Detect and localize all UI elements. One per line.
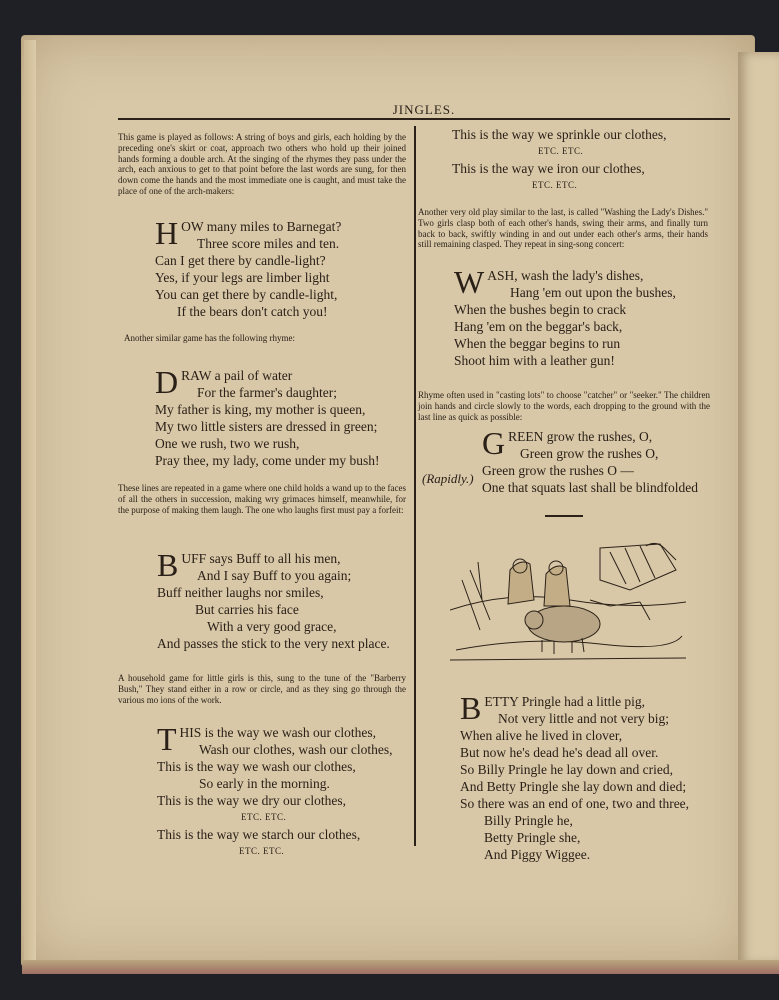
verse-line: REEN grow the rushes, O, (508, 429, 653, 444)
drop-cap: H (155, 215, 179, 251)
verse-line: When the beggar begins to run (454, 336, 621, 351)
drop-cap: W (454, 264, 485, 300)
section-separator (545, 515, 583, 517)
header-rule (118, 118, 730, 120)
verse-line: Billy Pringle he, (484, 813, 573, 828)
verse-line: So there was an end of one, two and three, (460, 796, 690, 811)
rhyme-ladys-dishes (454, 264, 732, 369)
verse-line: RAW a pail of water (181, 368, 293, 383)
drop-cap: G (482, 425, 506, 461)
verse-line: This is the way we iron our clothes, (452, 161, 645, 176)
verse-line: One we rush, two we rush, (155, 436, 300, 451)
rhyme-buff (157, 547, 407, 652)
verse-line: This is the way we wash our clothes, (157, 759, 356, 774)
running-header: JINGLES. (392, 102, 456, 117)
note-paragraph: Rhyme often used in "casting lots" to choose "catcher" or "seeker." The children join hands and circle slowly to the words, each dropping to the ground with the last line as quick as possible: (418, 390, 710, 422)
rhyme-barnegat (155, 215, 405, 320)
verse-line: Yes, if your legs are limber light (155, 270, 330, 285)
drop-cap: D (155, 364, 179, 400)
etc-line: ETC. ETC. (538, 146, 584, 156)
verse-line: For the farmer's daughter; (197, 385, 338, 400)
drop-cap: T (157, 721, 177, 757)
drop-cap: B (460, 690, 482, 726)
rhyme-wash-our-clothes (157, 721, 407, 860)
verse-line: UFF says Buff to all his men, (181, 551, 341, 566)
note-paragraph: These lines are repeated in a game where one child holds a wand up to the faces of all the others in succession, making wry grimaces himself, meanwhile, for the purpose of making them laugh. The one who laughs first must pay a forfeit: (118, 483, 406, 515)
rhyme-betty-pringle (460, 690, 732, 863)
note-paragraph: Another similar game has the following rhyme: (124, 333, 295, 343)
book-cover-edge (22, 960, 779, 974)
verse-line: Hang 'em on the beggar's back, (454, 319, 623, 334)
page-edge (24, 40, 36, 964)
verse-line: Shoot him with a leather gun! (454, 353, 615, 368)
verse-line: My father is king, my mother is queen, (155, 402, 366, 417)
verse-line: So early in the morning. (199, 776, 330, 791)
verse-line: With a very good grace, (207, 619, 337, 634)
drop-cap: B (157, 547, 179, 583)
note-paragraph: Another very old play similar to the last, is called "Washing the Lady's Dishes." Two girls clasp both of each other's hands, swing their arms, and finally turn back to back, swiftly winding in and out under each other's arms, their hands still remaining clasped. They repeat in sing-song concert: (418, 207, 708, 250)
verse-line: This is the way we starch our clothes, (157, 827, 361, 842)
intro-paragraph: This game is played as follows: A string of boys and girls, each holding by the preceding one's skirt or coat, approach two others who hold up their joined hands forming a double arch. At the singing of the rhymes they pass under the arch, each anxious to get to that point before the last words are sung, for then down come the hands and the most immediate one is caught, and must take the place of one of the arch-makers: (118, 132, 406, 196)
verse-line: And Piggy Wiggee. (484, 847, 591, 862)
pig-illustration (450, 540, 686, 674)
verse-line: When alive he lived in clover, (460, 728, 623, 743)
rhyme-green-rushes (482, 425, 738, 496)
facing-page-edge (738, 52, 779, 964)
verse-line: But now he's dead he's dead all over. (460, 745, 659, 760)
verse-line: When the bushes begin to crack (454, 302, 627, 317)
verse-line: Pray thee, my lady, come under my bush! (155, 453, 380, 468)
verse-line: Betty Pringle she, (484, 830, 581, 845)
column-divider (414, 126, 416, 846)
verse-line: My two little sisters are dressed in green; (155, 419, 378, 434)
rhyme-pail-of-water (155, 364, 410, 469)
verse-line: Wash our clothes, wash our clothes, (199, 742, 393, 757)
etc-line: ETC. ETC. (241, 812, 287, 822)
verse-line: If the bears don't catch you! (177, 304, 328, 319)
verse-line: But carries his face (195, 602, 299, 617)
verse-line: ASH, wash the lady's dishes, (487, 268, 644, 283)
verse-line: Not very little and not very big; (498, 711, 669, 726)
etc-line: ETC. ETC. (239, 846, 285, 856)
verse-line: Green grow the rushes O, (520, 446, 659, 461)
rhyme-continuation (452, 126, 732, 194)
verse-line: Green grow the rushes O — (482, 463, 634, 478)
verse-line: Three score miles and ten. (197, 236, 340, 251)
etc-line: ETC. ETC. (532, 180, 578, 190)
verse-line: HIS is the way we wash our clothes, (179, 725, 377, 740)
verse-line: OW many miles to Barnegat? (181, 219, 342, 234)
verse-line: Buff neither laughs nor smiles, (157, 585, 324, 600)
verse-line: Hang 'em out upon the bushes, (510, 285, 676, 300)
verse-line: Can I get there by candle-light? (155, 253, 326, 268)
verse-line: ETTY Pringle had a little pig, (484, 694, 646, 709)
verse-line: This is the way we dry our clothes, (157, 793, 346, 808)
verse-line: This is the way we sprinkle our clothes, (452, 127, 667, 142)
verse-line: You can get there by candle-light, (155, 287, 338, 302)
rapidly-annotation: (Rapidly.) (422, 471, 474, 486)
verse-line: And Betty Pringle she lay down and died; (460, 779, 687, 794)
verse-line: One that squats last shall be blindfolded (482, 480, 698, 495)
verse-line: So Billy Pringle he lay down and cried, (460, 762, 673, 777)
note-paragraph: A household game for little girls is this, sung to the tune of the "Barberry Bush," They stand either in a row or circle, and as they sing go through the various mo ions of the work. (118, 673, 406, 705)
verse-line: And I say Buff to you again; (197, 568, 352, 583)
verse-line: And passes the stick to the very next place. (157, 636, 390, 651)
